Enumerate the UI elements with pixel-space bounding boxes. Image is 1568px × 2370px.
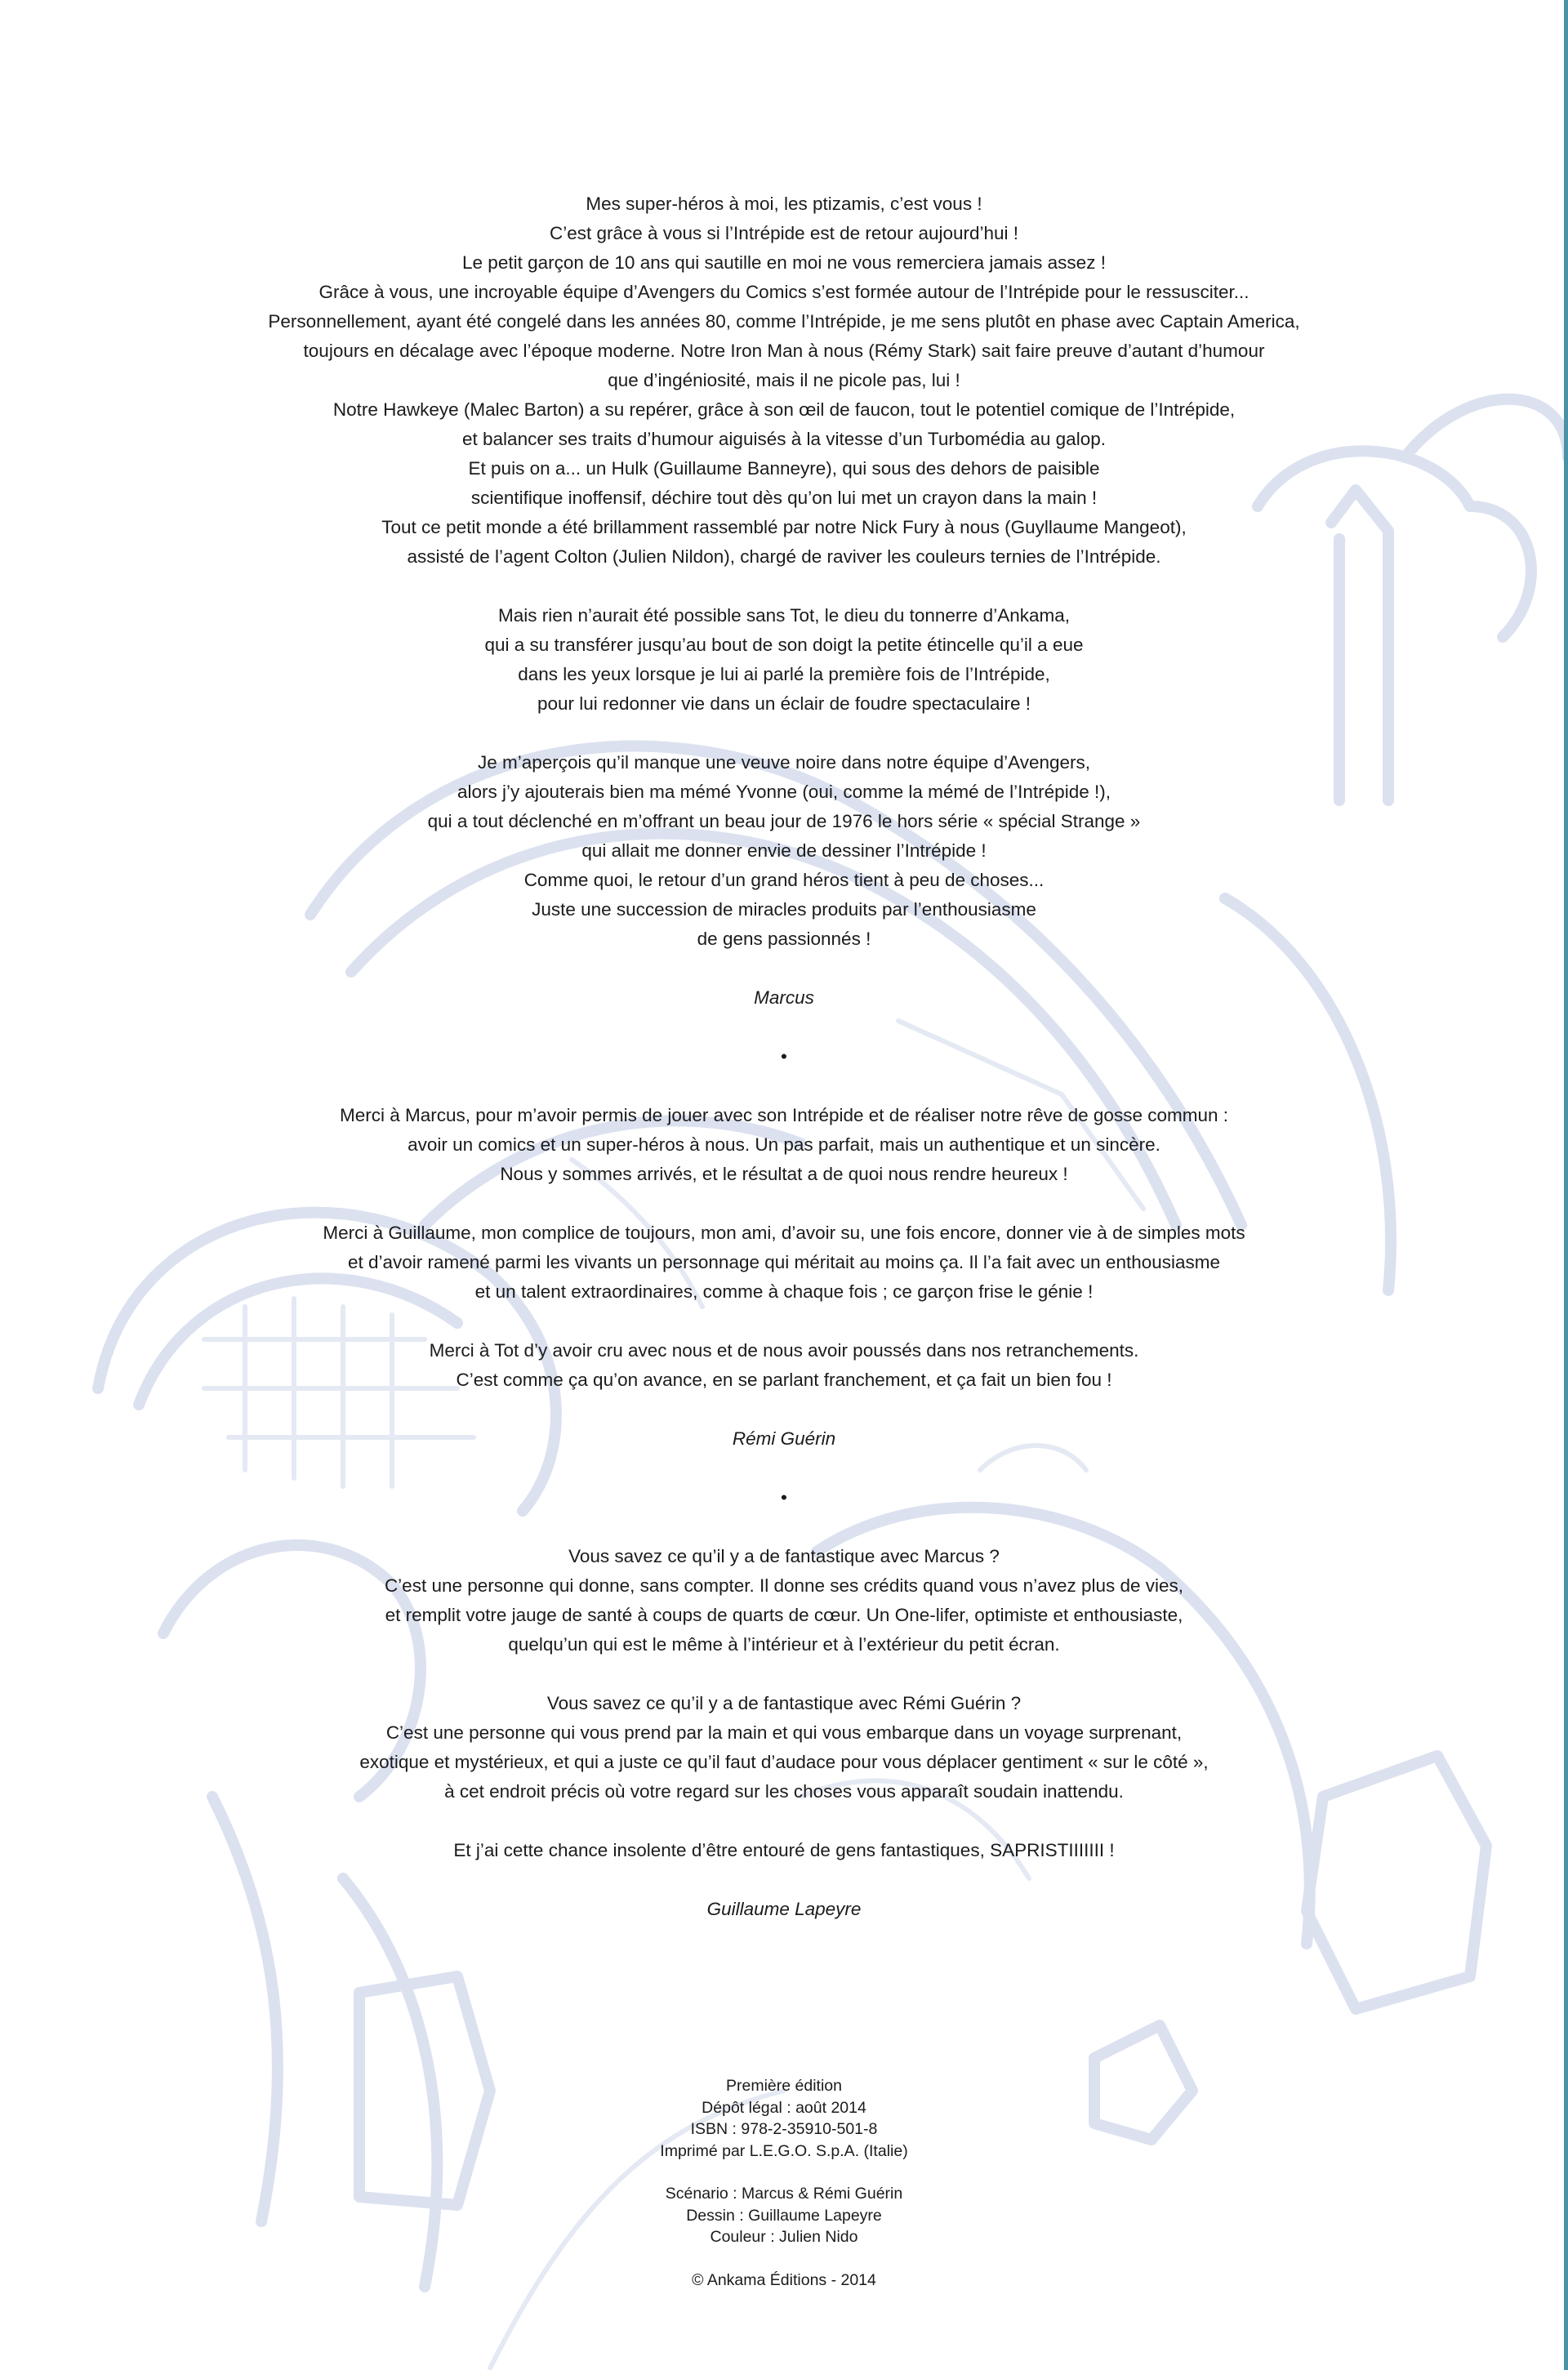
color-credit: Couleur : Julien Nido	[710, 2228, 858, 2246]
section-remi-guerin	[0, 1101, 1568, 1454]
section-separator: •	[781, 1046, 787, 1067]
text-line: qui allait me donner envie de dessiner l’Intrépide !	[581, 840, 987, 861]
text-line: Comme quoi, le retour d’un grand héros tient à peu de choses...	[523, 870, 1045, 890]
text-line: assisté de l’agent Colton (Julien Nildon), chargé de raviver les couleurs ternies de l’Intrépide.	[407, 546, 1161, 567]
paragraph	[0, 748, 1568, 954]
paragraph	[0, 1542, 1568, 1659]
section-guillaume-lapeyre	[0, 1542, 1568, 1924]
text-line: qui a su transférer jusqu’au bout de son doigt la petite étincelle qu’il a eue	[484, 635, 1084, 655]
text-line: Merci à Marcus, pour m’avoir permis de jouer avec son Intrépide et de réaliser notre rêve de gosse commun :	[340, 1105, 1228, 1125]
copyright-line: © Ankama Éditions - 2014	[692, 2270, 876, 2289]
text-line: Mais rien n’aurait été possible sans Tot, le dieu du tonnerre d’Ankama,	[498, 605, 1070, 626]
text-line: Et j’ai cette chance insolente d’être entouré de gens fantastiques, SAPRISTIIIIIII !	[453, 1840, 1115, 1860]
text-line: qui a tout déclenché en m’offrant un beau jour de 1976 le hors série « spécial Strange »	[427, 811, 1141, 831]
credits	[0, 2183, 1568, 2248]
legal-deposit-line: Dépôt légal : août 2014	[702, 2098, 866, 2117]
paragraph	[0, 1336, 1568, 1395]
section-separator: •	[781, 1487, 787, 1508]
text-line: Vous savez ce qu’il y a de fantastique avec Marcus ?	[568, 1546, 1000, 1566]
text-line: C’est une personne qui donne, sans compter. Il donne ses crédits quand vous n’avez plus de vies,	[384, 1575, 1184, 1596]
drawing-credit: Dessin : Guillaume Lapeyre	[686, 2206, 882, 2225]
text-line: C’est comme ça qu’on avance, en se parlant franchement, et ça fait un bien fou !	[456, 1370, 1112, 1390]
text-line: Mes super-héros à moi, les ptizamis, c’est vous !	[586, 194, 982, 214]
text-line: à cet endroit précis où votre regard sur les choses vous apparaît soudain inattendu.	[444, 1781, 1124, 1802]
paragraph	[0, 1218, 1568, 1307]
text-line: exotique et mystérieux, et qui a juste ce qu’il faut d’audace pour vous déplacer gentiment « sur le côté »,	[359, 1752, 1209, 1772]
text-line: Grâce à vous, une incroyable équipe d’Avengers du Comics s’est formée autour de l’Intrépide pour le ressusciter...	[318, 282, 1250, 302]
text-line: et remplit votre jauge de santé à coups de quarts de cœur. Un One-lifer, optimiste et enthousiaste,	[385, 1605, 1183, 1625]
text-line: scientifique inoffensif, déchire tout dès qu’on lui met un crayon dans la main !	[470, 488, 1098, 508]
text-line: Merci à Guillaume, mon complice de toujours, mon ami, d’avoir su, une fois encore, donner vie à de simples mots	[323, 1223, 1245, 1243]
text-line: pour lui redonner vie dans un éclair de foudre spectaculaire !	[537, 693, 1031, 714]
text-line: et un talent extraordinaires, comme à chaque fois ; ce garçon frise le génie !	[474, 1281, 1094, 1302]
copyright	[0, 2270, 1568, 2292]
text-line: dans les yeux lorsque je lui ai parlé la première fois de l’Intrépide,	[518, 664, 1050, 684]
text-line: Et puis on a... un Hulk (Guillaume Banneyre), qui sous des dehors de paisible	[468, 458, 1100, 479]
paragraph	[0, 1101, 1568, 1189]
signature-guillaume-lapeyre: Guillaume Lapeyre	[706, 1899, 862, 1919]
edition-line: Première édition	[726, 2077, 842, 2095]
paragraph	[0, 189, 1568, 572]
text-line: de gens passionnés !	[697, 929, 871, 949]
section-marcus	[0, 189, 1568, 1013]
text-line: C’est une personne qui vous prend par la main et qui vous embarque dans un voyage surprenant,	[385, 1722, 1183, 1743]
signature-remi-guerin: Rémi Guérin	[732, 1428, 836, 1449]
text-line: quelqu’un qui est le même à l’intérieur et à l’extérieur du petit écran.	[508, 1634, 1060, 1655]
text-line: C’est grâce à vous si l’Intrépide est de retour aujourd’hui !	[549, 223, 1019, 243]
paragraph	[0, 1836, 1568, 1865]
text-line: Nous y sommes arrivés, et le résultat a de quoi nous rendre heureux !	[500, 1164, 1068, 1184]
isbn-line: ISBN : 978-2-35910-501-8	[690, 2120, 878, 2138]
text-line: toujours en décalage avec l’époque moderne. Notre Iron Man à nous (Rémy Stark) sait faire preuve d’autant d’humour	[303, 341, 1265, 361]
text-line: Tout ce petit monde a été brillamment rassemblé par notre Nick Fury à nous (Guyllaume Mangeot),	[381, 517, 1187, 537]
acknowledgements-text	[0, 189, 1568, 1953]
text-line: avoir un comics et un super-héros à nous. Un pas parfait, mais un authentique et un sincère.	[408, 1134, 1160, 1155]
signature-marcus: Marcus	[754, 987, 814, 1008]
text-line: Le petit garçon de 10 ans qui sautille en moi ne vous remerciera jamais assez !	[462, 252, 1106, 273]
text-line: Notre Hawkeye (Malec Barton) a su repérer, grâce à son œil de faucon, tout le potentiel comique de l’Intrépide,	[332, 399, 1236, 420]
text-line: et balancer ses traits d’humour aiguisés à la vitesse d’un Turbomédia au galop.	[462, 429, 1106, 449]
printer-line: Imprimé par L.E.G.O. S.p.A. (Italie)	[660, 2141, 908, 2160]
text-line: et d’avoir ramené parmi les vivants un personnage qui méritait au moins ça. Il l’a fait avec un enthousiasme	[347, 1252, 1221, 1272]
paragraph	[0, 601, 1568, 719]
text-line: que d’ingéniosité, mais il ne picole pas, lui !	[608, 370, 960, 390]
scenario-credit: Scénario : Marcus & Rémi Guérin	[665, 2185, 903, 2203]
text-line: Juste une succession de miracles produits par l’enthousiasme	[532, 899, 1036, 920]
text-line: Vous savez ce qu’il y a de fantastique avec Rémi Guérin ?	[546, 1693, 1022, 1713]
paragraph	[0, 1689, 1568, 1806]
text-line: Je m’aperçois qu’il manque une veuve noire dans notre équipe d’Avengers,	[477, 752, 1091, 773]
text-line: Merci à Tot d’y avoir cru avec nous et de nous avoir poussés dans nos retranchements.	[429, 1340, 1139, 1361]
colophon	[0, 2075, 1568, 2312]
text-line: Personnellement, ayant été congelé dans les années 80, comme l’Intrépide, je me sens plutôt en phase avec Captain America,	[268, 311, 1300, 332]
text-line: alors j’y ajouterais bien ma mémé Yvonne (oui, comme la mémé de l’Intrépide !),	[457, 782, 1111, 802]
publication-info	[0, 2075, 1568, 2162]
